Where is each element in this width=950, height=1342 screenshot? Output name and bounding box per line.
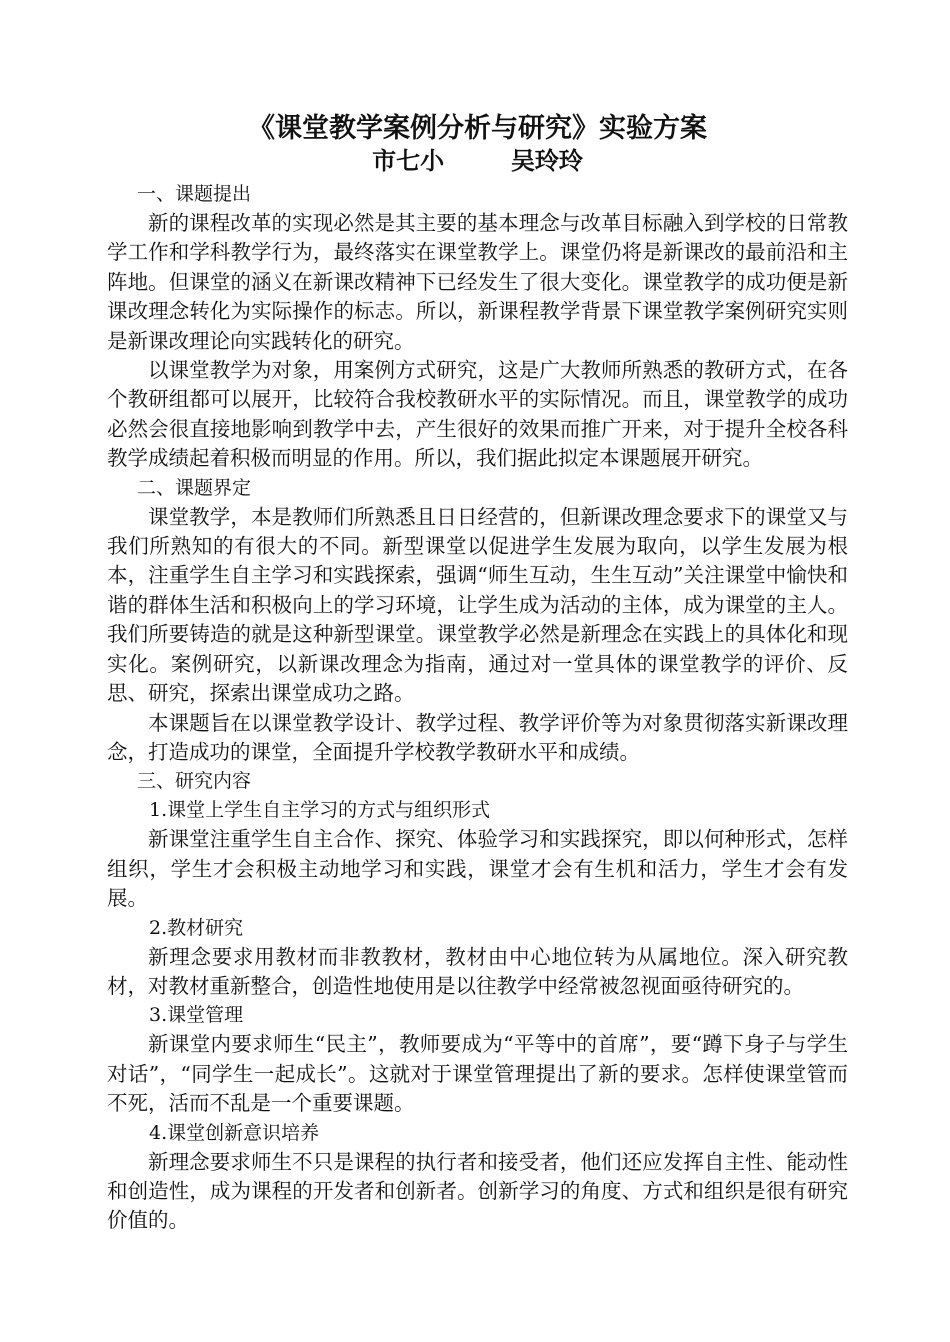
- paragraph: 新课堂注重学生自主合作、探究、体验学习和实践探究，即以何种形式，怎样组织，学生才会积极主动地学习和实践，课堂才会有生机和活力，学生才会有发展。: [107, 827, 848, 911]
- subsection-heading: 1.课堂上学生自主学习的方式与组织形式: [149, 799, 491, 822]
- paragraph: 本课题旨在以课堂教学设计、教学过程、教学评价等为对象贯彻落实新课改理念，打造成功的课堂，全面提升学校教学教研水平和成绩。: [107, 710, 848, 764]
- paragraph: 新理念要求用教材而非教教材，教材由中心地位转为从属地位。深入研究教材，对教材重新整合，创造性地使用是以往教学中经常被忽视面亟待研究的。: [107, 944, 848, 998]
- document-page: [107, 112, 848, 1236]
- paragraph: 以课堂教学为对象，用案例方式研究，这是广大教师所熟悉的教研方式，在各个教研组都可以展开，比较符合我校教研水平的实际情况。而且，课堂教学的成功必然会很直接地影响到教学中去，产生很好的效果而推广开来，对于提升全校各科教学成绩起着积极而明显的作用。所以，我们据此拟定本课题展开研究。: [107, 358, 848, 471]
- paragraph: 课堂教学，本是教师们所熟悉且日日经营的，但新课改理念要求下的课堂又与我们所熟知的有很大的不同。新型课堂以促进学生发展为取向，以学生发展为根本，注重学生自主学习和实践探索，强调“师生互动，生生互动”关注课堂中愉快和谐的群体生活和积极向上的学习环境，让学生成为活动的主体，成为课堂的主人。我们所要铸造的就是这种新型课堂。课堂教学必然是新理念在实践上的具体化和现实化。案例研究，以新课改理念为指南，通过对一堂具体的课堂教学的评价、反思、研究，探索出课堂成功之路。: [107, 504, 848, 706]
- author-byline: 市七小 吴玲玲: [372, 146, 583, 175]
- paragraph: 新理念要求师生不只是课程的执行者和接受者，他们还应发挥自主性、能动性和创造性，成为课程的开发者和创新者。创新学习的角度、方式和组织是很有研究价值的。: [107, 1149, 848, 1233]
- document-title: 《课堂教学案例分析与研究》实验方案: [248, 113, 707, 144]
- section-heading: 一、课题提出: [137, 183, 252, 205]
- section-definition: [107, 474, 848, 768]
- section-heading: 三、研究内容: [137, 770, 252, 793]
- subsection-heading: 4.课堂创新意识培养: [149, 1121, 320, 1144]
- section-heading: 二、课题界定: [137, 476, 252, 499]
- paragraph: 新的课程改革的实现必然是其主要的基本理念与改革目标融入到学校的日常教学工作和学科教学行为，最终落实在课堂教学上。课堂仍将是新课改的最前沿和主阵地。但课堂的涵义在新课改精神下已经发生了很大变化。课堂教学的成功便是新课改理念转化为实际操作的标志。所以，新课程教学背景下课堂教学案例研究实则是新课改理论向实践转化的研究。: [107, 211, 848, 353]
- paragraph: 新课堂内要求师生“民主”，教师要成为“平等中的首席”，要“蹲下身子与学生对话”，“同学生一起成长”。这就对于课堂管理提出了新的要求。怎样使课堂管而不死，活而不乱是一个重要课题。: [107, 1032, 848, 1116]
- subsection-heading: 3.课堂管理: [149, 1004, 244, 1027]
- section-proposal: [107, 180, 848, 474]
- section-research-content: [107, 767, 848, 1235]
- subsection-heading: 2.教材研究: [149, 916, 244, 939]
